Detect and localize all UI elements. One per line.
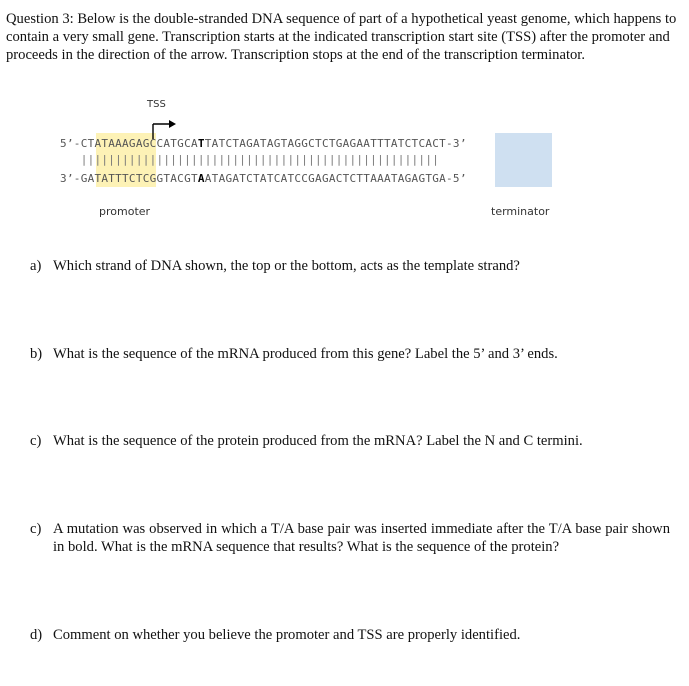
question-d-label: d) (30, 627, 43, 643)
question-a-text: Which strand of DNA shown, the top or the bottom, acts as the template strand? (53, 258, 520, 274)
bottom-strand-seq-a: GATATTTCTCGGTACGT (80, 172, 198, 185)
tss-label: TSS (147, 99, 166, 110)
dna-figure (0, 95, 689, 225)
base-pair-lines (60, 153, 660, 166)
top-strand-seq-a: CTATAAAGAGCCATGCA (80, 137, 198, 150)
question-c-mutation-text: A mutation was observed in which a T/A base pair was inserted immediate after the T/A base pair shown in bold. What is the mRNA sequence that results? What is the sequence of the protein? (53, 521, 670, 555)
question-c-mutation (30, 520, 670, 556)
terminator-label: terminator (491, 205, 550, 218)
question-c-text: What is the sequence of the protein produced from the mRNA? Label the N and C termini. (53, 433, 583, 449)
promoter-label: promoter (99, 205, 151, 218)
question-c-mutation-label: c) (30, 521, 42, 537)
question-b (30, 345, 670, 363)
question-b-text: What is the sequence of the mRNA produced from this gene? Label the 5’ and 3’ ends. (53, 346, 558, 362)
bottom-strand-seq-b: ATAGATCTATCATCCGAGACTCTTAAATAGAGTGA (204, 172, 447, 185)
question-a-label: a) (30, 258, 42, 274)
bottom-strand (60, 172, 660, 185)
question-d (30, 626, 670, 644)
top-strand (60, 137, 660, 150)
question-d-text: Comment on whether you believe the promoter and TSS are properly identified. (53, 627, 521, 643)
top-strand-seq-b: TATCTAGATAGTAGGCTCTGAGAATTTATCTCACT (204, 137, 447, 150)
question-a (30, 257, 670, 275)
bottom-strand-5-prime: -5’ (446, 172, 467, 185)
bottom-strand-3-prime: 3’- (60, 172, 81, 185)
bottom-strand-bold-base: A (197, 172, 205, 185)
base-pair-bars: |||||||||||||||||||||||||||||||||||||||||||||||||||| (80, 153, 440, 166)
question-intro: Question 3: Below is the double-stranded DNA sequence of part of a hypothetical yeast genome, which happens to contain a very small gene. Transcription starts at the indicated transcription start site (TSS) after the promoter and proceeds in the direction of the arrow. Transcription stops at the end of the transcription terminator. (6, 11, 677, 63)
top-strand-bold-base: T (197, 137, 205, 150)
question-c (30, 432, 670, 450)
top-strand-5-prime: 5’- (60, 137, 81, 150)
question-b-label: b) (30, 346, 43, 362)
question-c-label: c) (30, 433, 42, 449)
top-strand-3-prime: -3’ (446, 137, 467, 150)
